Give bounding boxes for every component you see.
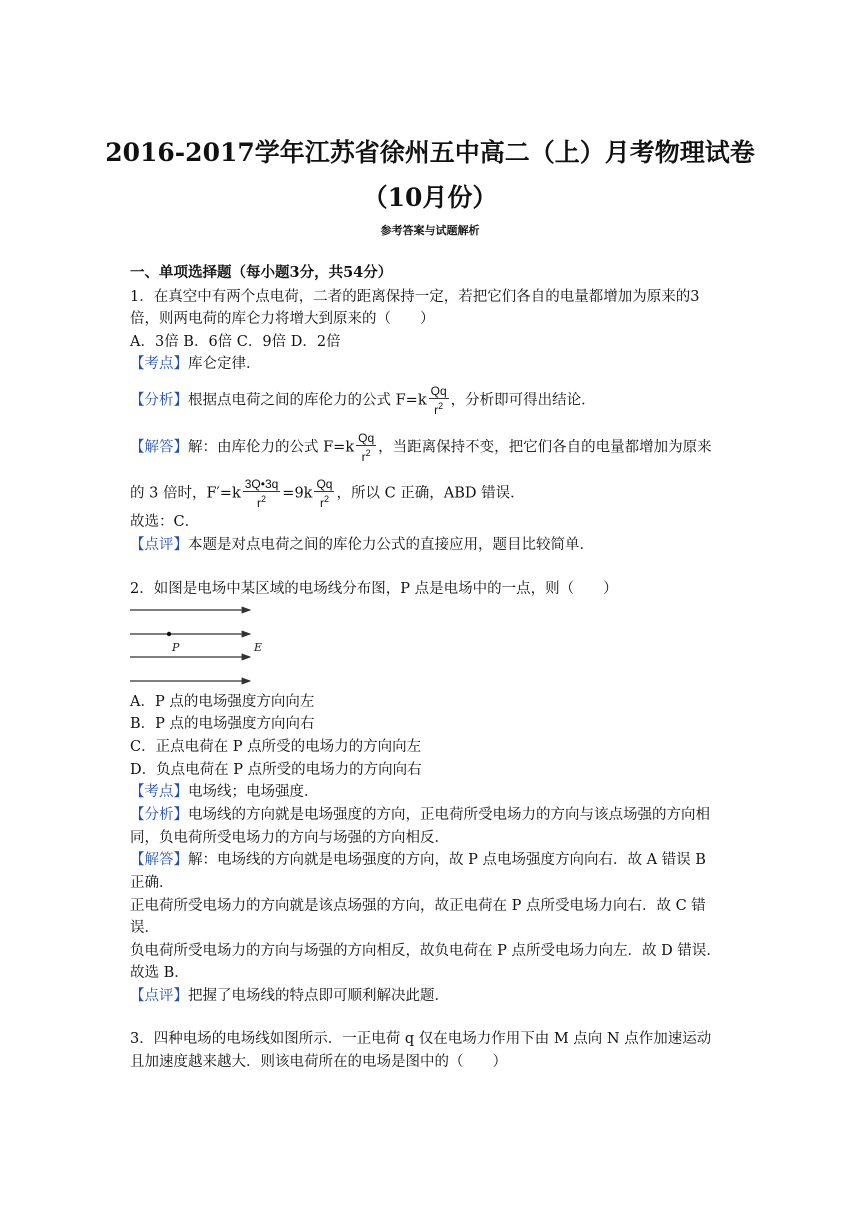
page-title-month: （10月份） <box>362 183 498 212</box>
dianping-text: 把握了电场线的特点即可顺利解决此题． <box>188 988 449 1004</box>
section-heading: 一、单项选择题（每小题3分，共54分） <box>130 264 393 281</box>
q1-fenxi <box>130 384 596 417</box>
page-title: 2016-2017学年江苏省徐州五中高二（上）月考物理试卷 <box>105 138 755 167</box>
q1-jieda-line1 <box>130 431 712 464</box>
q1-answer: 故选：C． <box>130 514 200 530</box>
q1-kaodian <box>130 354 261 374</box>
q2-jieda-line2: 正确． <box>130 875 174 891</box>
jieda-post: ，当距离保持不变，把它们各自的电量都增加为原来 <box>378 439 712 456</box>
q2-option-b: B．P 点的电场强度方向向右 <box>130 716 315 732</box>
q2-jieda-line5: 负电荷所受电场力的方向与场强的方向相反，故负电荷在 P 点所受电场力向左．故 D 错误． <box>130 943 721 959</box>
field-e-label: E <box>254 641 263 654</box>
q2-jieda-line3: 正电荷所受电场力的方向就是该点场强的方向，故正电荷在 P 点所受电场力向右．故 C 错 <box>130 898 706 914</box>
q2-answer: 故选 B． <box>130 965 189 981</box>
formula-fraction: $\frac{Qq}{r^2}$ <box>358 431 375 464</box>
q2-kaodian <box>130 782 319 802</box>
q1-stem-line2: 倍，则两电荷的库仑力将增大到原来的（ ） <box>130 311 435 327</box>
q3-stem-line1: 3．四种电场的电场线如图所示．一正电荷 q 仅在电场力作用下由 M 点向 N 点作加速运动 <box>130 1031 712 1047</box>
electric-field-lines-figure <box>130 598 270 690</box>
q1-dianping <box>130 535 594 555</box>
q1-options: A．3倍 B．6倍 C．9倍 D．2倍 <box>130 334 341 350</box>
dianping-text: 本题是对点电荷之间的库伦力公式的直接应用，题目比较简单． <box>188 537 594 553</box>
kaodian-text: 库仑定律． <box>188 356 261 372</box>
kaodian-text: 电场线；电场强度． <box>188 784 319 800</box>
jieda-l2-pre: 的 3 倍时，F′=k <box>130 485 241 502</box>
formula-fraction: $\frac{Qq}{r^2}$ <box>430 384 447 417</box>
page-subtitle: 参考答案与试题解析 <box>380 224 480 237</box>
point-p-dot <box>167 632 171 636</box>
kaodian-tag: 【考点】 <box>130 356 188 372</box>
fenxi-post: ，分析即可得出结论． <box>450 392 596 409</box>
point-p-label: P <box>172 641 180 654</box>
formula-fraction: $\frac{Qq}{r^2}$ <box>316 477 333 510</box>
formula-fraction: $\frac{3Q•3q}{r^2}$ <box>244 477 279 510</box>
jieda-tag: 【解答】 <box>130 852 188 868</box>
q2-fenxi-line2: 同，负电荷所受电场力的方向与场强的方向相反． <box>130 830 449 846</box>
q3-stem-line2: 且加速度越来越大．则该电荷所在的电场是图中的（ ） <box>130 1054 507 1070</box>
fenxi-text: 电场线的方向就是电场强度的方向，正电荷所受电场力的方向与该点场强的方向相 <box>188 807 710 823</box>
kaodian-tag: 【考点】 <box>130 784 188 800</box>
fenxi-pre: 根据点电荷之间的库伦力的公式 F=k <box>188 392 427 409</box>
q1-jieda-line2 <box>130 477 525 510</box>
q2-option-d: D．负点电荷在 P 点所受的电场力的方向向右 <box>130 762 422 778</box>
fenxi-tag: 【分析】 <box>130 392 188 409</box>
dianping-tag: 【点评】 <box>130 988 188 1004</box>
jieda-text: 解：电场线的方向就是电场强度的方向，故 P 点电场强度方向向右．故 A 错误 B <box>188 852 706 868</box>
jieda-tag: 【解答】 <box>130 439 188 456</box>
q2-fenxi-line1 <box>130 805 710 825</box>
jieda-pre: 解：由库伦力的公式 F=k <box>188 439 355 456</box>
q2-jieda-line1 <box>130 850 706 870</box>
dianping-tag: 【点评】 <box>130 537 188 553</box>
q2-dianping <box>130 986 449 1006</box>
q2-jieda-line4: 误． <box>130 920 159 936</box>
q1-stem-line1: 1．在真空中有两个点电荷，二者的距离保持一定，若把它们各自的电量都增加为原来的3 <box>130 289 700 305</box>
jieda-l2-mid: =9k <box>282 485 313 502</box>
q2-option-c: C．正点电荷在 P 点所受的电场力的方向向左 <box>130 739 422 755</box>
jieda-l2-post: ，所以 C 正确，ABD 错误． <box>336 485 525 502</box>
q2-option-a: A．P 点的电场强度方向向左 <box>130 694 315 710</box>
fenxi-tag: 【分析】 <box>130 807 188 823</box>
q2-stem: 2．如图是电场中某区域的电场线分布图，P 点是电场中的一点，则（ ） <box>130 581 618 597</box>
